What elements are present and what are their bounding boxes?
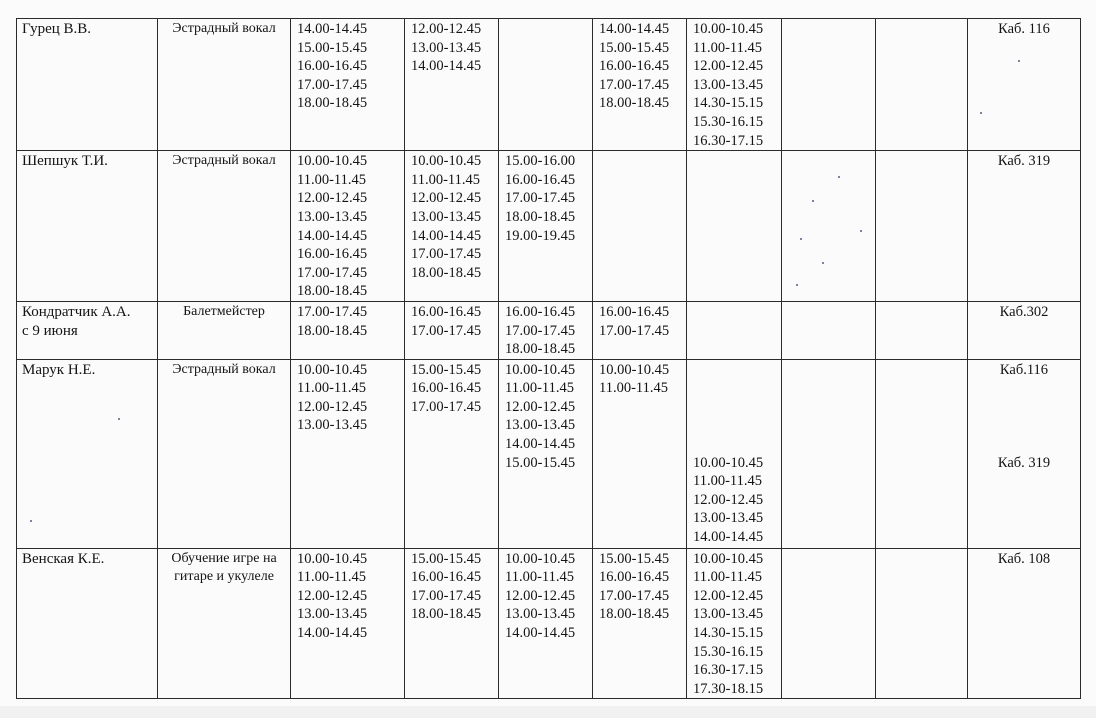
day-1-cell <box>291 359 405 548</box>
subject-name: Эстрадный вокал <box>172 21 276 36</box>
time-slot: 16.00-16.45 <box>599 569 670 586</box>
day-7-cell <box>876 151 968 302</box>
time-slot: 17.00-17.45 <box>599 322 670 339</box>
time-slot: 11.00-11.45 <box>505 380 575 397</box>
time-slot: 14.00-14.45 <box>297 21 368 37</box>
room-number: Каб. 319 <box>997 454 1051 471</box>
time-slot: 14.00-14.45 <box>505 436 576 453</box>
day-4-cell <box>593 151 687 302</box>
time-slot: 12.00-12.45 <box>505 587 576 604</box>
day-2-cell <box>405 359 499 548</box>
time-slot: 19.00-19.45 <box>505 227 576 244</box>
day-5-cell <box>687 548 782 699</box>
teacher-name-cell <box>17 359 158 548</box>
time-slot: 17.00-17.45 <box>505 190 576 207</box>
time-slot: 18.00-18.45 <box>411 264 482 281</box>
time-slot: 10.00-10.45 <box>505 550 576 567</box>
scan-speckle <box>118 418 120 420</box>
day-4-cell <box>593 548 687 699</box>
day-3-cell <box>499 19 593 151</box>
time-slot: 17.00-17.45 <box>411 587 482 604</box>
schedule-body <box>17 19 1081 699</box>
subject-name: Эстрадный вокал <box>172 153 276 169</box>
scan-speckle <box>838 176 840 178</box>
scan-speckle <box>30 520 32 522</box>
time-slot: 16.00-16.45 <box>505 171 576 188</box>
time-slot: 15.00-16.00 <box>505 153 576 170</box>
time-slot: 11.00-11.45 <box>297 380 367 397</box>
time-slot: 16.00-16.45 <box>297 246 368 263</box>
day-4-cell <box>593 19 687 151</box>
time-slot: 17.00-17.45 <box>297 303 368 320</box>
subject-cell <box>158 19 291 151</box>
time-slot: 10.00-10.45 <box>599 361 670 378</box>
time-slot: 13.00-13.45 <box>505 417 576 434</box>
day-4-cell <box>593 301 687 359</box>
time-slot: 18.00-18.45 <box>599 606 670 623</box>
time-slot: 17.00-17.45 <box>599 587 670 604</box>
time-slot: 18.00-18.45 <box>411 606 482 623</box>
day-4-cell <box>593 359 687 548</box>
day-7-cell <box>876 19 968 151</box>
time-slot: 18.00-18.45 <box>505 341 576 358</box>
time-slot: 10.00-10.45 <box>693 550 764 567</box>
time-slot: 10.00-10.45 <box>411 153 482 170</box>
time-slot: 18.00-18.45 <box>599 95 670 112</box>
time-slot: 14.00-14.45 <box>693 529 764 546</box>
time-slot: 13.00-13.45 <box>505 606 576 623</box>
day-2-cell <box>405 151 499 302</box>
time-slot: 12.00-12.45 <box>297 190 368 207</box>
day-2-cell <box>405 19 499 151</box>
time-slot: 11.00-11.45 <box>297 171 367 188</box>
time-slot: 11.00-11.45 <box>693 473 763 490</box>
room-number: Каб. 319 <box>997 153 1051 170</box>
time-slot: 10.00-10.45 <box>693 454 764 471</box>
time-slot: 16.00-16.45 <box>599 58 670 75</box>
time-slot: 10.00-10.45 <box>297 550 368 567</box>
time-slot: 10.00-10.45 <box>297 361 368 378</box>
time-slot: 11.00-11.45 <box>411 171 481 188</box>
day-7-cell <box>876 301 968 359</box>
day-6-cell <box>782 548 876 699</box>
time-slot: 14.00-14.45 <box>505 625 576 642</box>
schedule-row <box>17 548 1081 699</box>
room-number: Каб. 108 <box>997 550 1051 567</box>
teacher-name: Венская К.Е. <box>22 550 105 567</box>
time-slot: 16.00-16.45 <box>411 380 482 397</box>
subject-name: гитаре и укулеле <box>174 568 274 584</box>
scan-bottom-margin <box>0 706 1096 718</box>
time-slot: 13.00-13.45 <box>297 606 368 623</box>
time-slot: 16.00-16.45 <box>599 303 670 320</box>
time-slot: 17.00-17.45 <box>411 322 482 339</box>
schedule-row <box>17 151 1081 302</box>
day-3-cell <box>499 548 593 699</box>
time-slot: 13.00-13.45 <box>297 417 368 434</box>
day-5-cell <box>687 301 782 359</box>
time-slot: 15.30-16.15 <box>693 113 764 130</box>
time-slot: 13.00-13.45 <box>693 76 764 93</box>
day-3-cell <box>499 151 593 302</box>
day-5-cell <box>687 359 782 548</box>
time-slot: 12.00-12.45 <box>411 21 482 37</box>
time-slot: 13.00-13.45 <box>297 208 368 225</box>
scan-speckle <box>860 230 862 232</box>
teacher-name-cell <box>17 548 158 699</box>
scan-speckle <box>796 284 798 286</box>
day-6-cell <box>782 151 876 302</box>
time-slot: 14.30-15.15 <box>693 625 764 642</box>
day-6-cell <box>782 301 876 359</box>
teacher-name: Шепшук Т.И. <box>22 153 108 170</box>
time-slot: 14.30-15.15 <box>693 95 764 112</box>
time-slot: 14.00-14.45 <box>411 58 482 75</box>
day-6-cell <box>782 19 876 151</box>
scan-speckle <box>822 262 824 264</box>
day-1-cell <box>291 19 405 151</box>
teacher-name-cell <box>17 151 158 302</box>
time-slot: 14.00-14.45 <box>297 625 368 642</box>
day-3-cell <box>499 359 593 548</box>
time-slot: 15.00-15.45 <box>599 550 670 567</box>
day-6-cell <box>782 359 876 548</box>
time-slot: 16.00-16.45 <box>411 569 482 586</box>
time-slot: 15.00-15.45 <box>411 361 482 378</box>
room-cell <box>968 359 1081 548</box>
time-slot: 13.00-13.45 <box>411 208 482 225</box>
scan-speckle <box>800 238 802 240</box>
time-slot: 11.00-11.45 <box>297 569 367 586</box>
time-slot: 12.00-12.45 <box>693 58 764 75</box>
time-slot: 10.00-10.45 <box>505 361 576 378</box>
room-number: Каб.116 <box>999 361 1049 378</box>
day-7-cell <box>876 359 968 548</box>
schedule-row <box>17 19 1081 151</box>
subject-cell <box>158 151 291 302</box>
time-slot: 18.00-18.45 <box>297 283 368 300</box>
time-slot: 17.00-17.45 <box>599 76 670 93</box>
subject-name: Эстрадный вокал <box>172 361 276 377</box>
time-slot: 12.00-12.45 <box>297 587 368 604</box>
schedule-row <box>17 301 1081 359</box>
time-slot: 15.00-15.45 <box>505 454 576 471</box>
day-5-cell <box>687 151 782 302</box>
room-number: Каб. 116 <box>998 21 1050 37</box>
room-cell <box>968 301 1081 359</box>
time-slot: 16.30-17.15 <box>693 662 764 679</box>
scan-speckle <box>980 112 982 114</box>
time-slot: 15.00-15.45 <box>599 39 670 56</box>
time-slot: 11.00-11.45 <box>599 380 669 397</box>
time-slot: 13.00-13.45 <box>411 39 482 56</box>
day-1-cell <box>291 301 405 359</box>
subject-name: Балетмейстер <box>183 303 265 319</box>
time-slot: 17.00-17.45 <box>411 398 482 415</box>
day-5-cell <box>687 19 782 151</box>
day-7-cell <box>876 548 968 699</box>
time-slot: 12.00-12.45 <box>693 587 764 604</box>
time-slot: 16.00-16.45 <box>411 303 482 320</box>
room-number: Каб.302 <box>999 303 1049 320</box>
time-slot: 18.00-18.45 <box>297 95 368 112</box>
time-slot: 18.00-18.45 <box>297 322 368 339</box>
subject-name: Обучение игре на <box>171 550 277 566</box>
day-3-cell <box>499 301 593 359</box>
time-slot: 15.00-15.45 <box>297 39 368 56</box>
time-slot: 16.00-16.45 <box>297 58 368 75</box>
time-slot: 17.00-17.45 <box>505 322 576 339</box>
teacher-name: с 9 июня <box>22 322 78 339</box>
schedule-table <box>16 18 1081 699</box>
subject-cell <box>158 301 291 359</box>
time-slot: 15.30-16.15 <box>693 643 764 660</box>
day-2-cell <box>405 548 499 699</box>
time-slot: 16.00-16.45 <box>505 303 576 320</box>
time-slot: 11.00-11.45 <box>505 569 575 586</box>
time-slot: 13.00-13.45 <box>693 606 764 623</box>
schedule-row <box>17 359 1081 548</box>
room-cell <box>968 19 1081 151</box>
time-slot: 17.00-17.45 <box>297 264 368 281</box>
time-slot: 12.00-12.45 <box>693 491 764 508</box>
time-slot: 13.00-13.45 <box>693 510 764 527</box>
time-slot: 11.00-11.45 <box>693 569 763 586</box>
teacher-name-cell <box>17 301 158 359</box>
time-slot: 10.00-10.45 <box>297 153 368 170</box>
day-1-cell <box>291 151 405 302</box>
day-1-cell <box>291 548 405 699</box>
time-slot: 12.00-12.45 <box>411 190 482 207</box>
time-slot: 14.00-14.45 <box>599 21 670 37</box>
room-cell <box>968 548 1081 699</box>
scan-speckle <box>812 200 814 202</box>
teacher-name: Кондратчик А.А. <box>22 303 131 320</box>
room-cell <box>968 151 1081 302</box>
time-slot: 17.00-17.45 <box>411 246 482 263</box>
time-slot: 11.00-11.45 <box>693 39 763 56</box>
time-slot: 12.00-12.45 <box>505 398 576 415</box>
scan-speckle <box>1018 60 1020 62</box>
time-slot: 17.00-17.45 <box>297 76 368 93</box>
time-slot: 17.30-18.15 <box>693 680 764 697</box>
time-slot: 18.00-18.45 <box>505 208 576 225</box>
time-slot: 14.00-14.45 <box>297 227 368 244</box>
teacher-name: Гурец В.В. <box>22 21 92 37</box>
time-slot: 16.30-17.15 <box>693 132 764 149</box>
teacher-name: Марук Н.Е. <box>22 361 96 378</box>
time-slot: 14.00-14.45 <box>411 227 482 244</box>
time-slot: 15.00-15.45 <box>411 550 482 567</box>
subject-cell <box>158 548 291 699</box>
time-slot: 10.00-10.45 <box>693 21 764 37</box>
teacher-name-cell <box>17 19 158 151</box>
day-2-cell <box>405 301 499 359</box>
time-slot: 12.00-12.45 <box>297 398 368 415</box>
subject-cell <box>158 359 291 548</box>
